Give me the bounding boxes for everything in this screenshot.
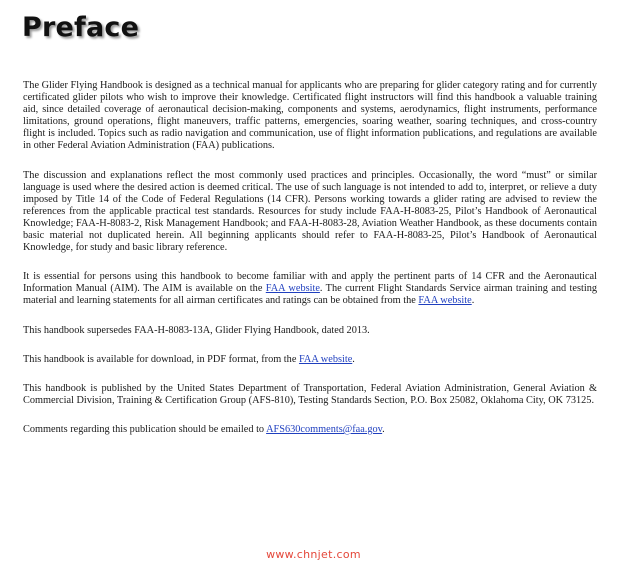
- paragraph-download: [23, 354, 597, 366]
- paragraph-text: It is essential for persons using this handbook to become familiar with and apply the pertinent parts of 14 CFR and the Aeronautical Information Manual (AIM). The AIM is available on the: [23, 271, 597, 295]
- paragraph-comments: [23, 424, 597, 436]
- faa-website-link[interactable]: FAA website: [298, 353, 353, 365]
- paragraph-publisher: This handbook is published by the United States Department of Transportation, Federal Aviation Administration, General Aviation & Commercial Division, Training & Certification Group (AFS-810), Testing Standards Section, P.O. Box 25082, Oklahoma City, OK 73125.: [23, 382, 597, 406]
- paragraph-text: .: [382, 423, 385, 435]
- preface-body: [23, 80, 597, 436]
- watermark-text: www.chnjet.com: [266, 548, 361, 561]
- faa-website-link[interactable]: FAA website: [265, 283, 320, 295]
- paragraph-supersedes: This handbook supersedes FAA-H-8083-13A, Glider Flying Handbook, dated 2013.: [23, 324, 370, 336]
- paragraph-regulations: [23, 271, 597, 307]
- paragraph-text: .: [471, 295, 475, 307]
- comments-email-link[interactable]: AFS630comments@faa.gov: [266, 423, 383, 435]
- paragraph-text: Comments regarding this publication should be emailed to: [23, 423, 267, 435]
- faa-website-link[interactable]: FAA website: [418, 295, 472, 307]
- paragraph-purpose: The Glider Flying Handbook is designed as a technical manual for applicants who are preparing for glider category rating and for currently certificated glider pilots who wish to improve their knowledge. Certificated flight instructors will find this handbook a valuable training aid, since detailed coverage of aeronautical decision-making, components and systems, aerodynamics, flight instruments, performance limitations, ground operations, flight maneuvers, traffic patterns, emergencies, soaring weather, soaring techniques, and cross-country flight is included. Topics such as radio navigation and communication, use of flight information publications, and regulations are available in other Federal Aviation Administration (FAA) publications.: [23, 80, 597, 152]
- paragraph-text: .: [352, 353, 355, 365]
- page-title: Preface: [22, 12, 140, 43]
- paragraph-text: This handbook is available for download, in PDF format, from the: [23, 353, 299, 365]
- paragraph-text: . The current Flight Standards Service airman training and testing material and learning statements for all airman certificates and ratings can be obtained from the: [23, 283, 597, 307]
- paragraph-practices: The discussion and explanations reflect the most commonly used practices and principles. Occasionally, the word “must” or similar language is used where the desired action is deemed critical. The use of such language is not intended to add to, interpret, or relieve a duty imposed by Title 14 of the Code of Federal Regulations (14 CFR). Persons working towards a glider rating are advised to review the references from the applicable practical test standards. Resources for study include FAA-H-8083-25, Pilot’s Handbook of Aeronautical Knowledge; FAA-H-8083-2, Risk Management Handbook; and FAA-H-8083-28, Aviation Weather Handbook, as these documents contain basic material not duplicated herein. All beginning applicants should refer to FAA-H-8083-25, Pilot’s Handbook of Aeronautical Knowledge, for study and basic library reference.: [23, 169, 597, 254]
